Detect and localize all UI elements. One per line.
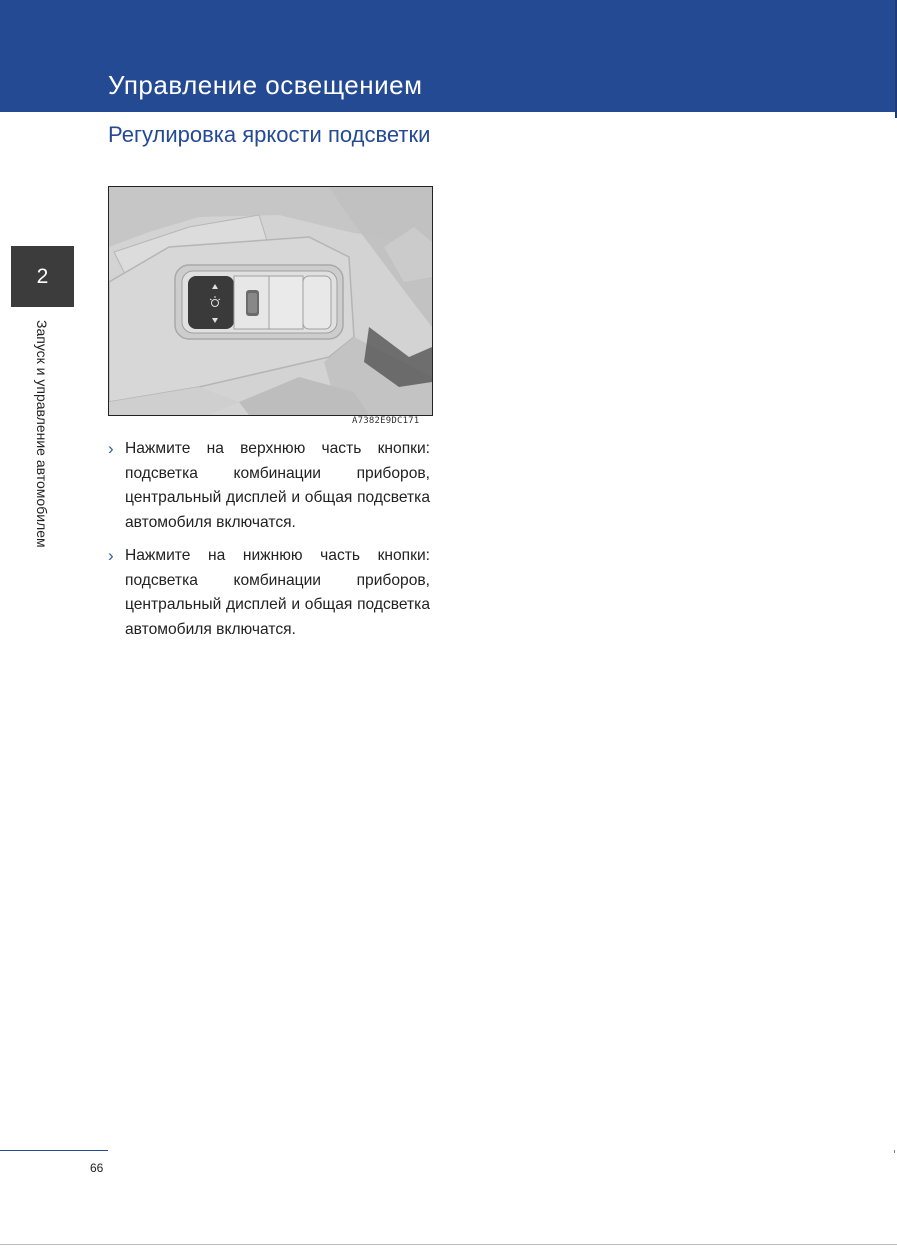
footer-rule xyxy=(0,1150,108,1151)
instruction-text: Нажмите на нижнюю часть кнопки: подсветка комбинации приборов, центральный дисплей и общая подсветка автомобиля включатся. xyxy=(125,547,430,638)
dashboard-switch-illustration xyxy=(108,186,433,416)
instruction-item xyxy=(108,437,430,535)
page-title: Управление освещением xyxy=(108,70,423,100)
footer-tick xyxy=(894,1150,895,1153)
instruction-item xyxy=(108,544,430,642)
chapter-number-tab xyxy=(11,246,74,307)
chapter-number: 2 xyxy=(36,264,49,288)
chevron-right-icon: › xyxy=(108,439,114,458)
side-divider xyxy=(11,307,74,309)
section-title: Регулировка яркости подсветки xyxy=(108,122,431,147)
bottom-divider xyxy=(0,1244,897,1245)
figure-code: A7382E9DC171 xyxy=(352,416,420,426)
instruction-text: Нажмите на верхнюю часть кнопки: подсветка комбинации приборов, центральный дисплей и общая подсветка автомобиля включатся. xyxy=(125,440,430,531)
chapter-title-vertical: Запуск и управление автомобилем xyxy=(34,320,50,548)
chevron-right-icon: › xyxy=(108,546,114,565)
page-number: 66 xyxy=(90,1161,104,1175)
switch-panel-drawing xyxy=(109,187,432,415)
